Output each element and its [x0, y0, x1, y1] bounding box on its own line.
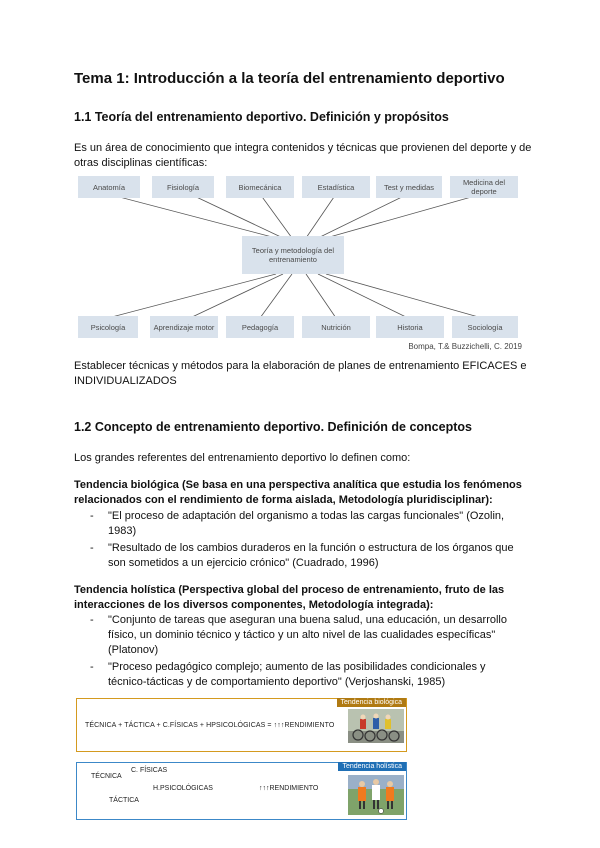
figure-tendencia-biologica [76, 698, 407, 752]
connector-line [108, 194, 276, 238]
list-item: - "Resultado de los cambios duraderos en la función o estructura de los órganos que son sometidos a un ejercicio crónico" (Cuadrado, 1996) [74, 541, 526, 571]
connector-line [326, 274, 482, 318]
box-psicologia: Psicología [78, 316, 138, 338]
label-rendimiento: ↑↑↑RENDIMIENTO [259, 785, 319, 792]
section-1-intro: Es un área de conocimiento que integra contenidos y técnicas que provienen del deporte y de otras disciplinas científicas: [74, 142, 532, 169]
section-1-heading: 1.1 Teoría del entrenamiento deportivo. Definición y propósitos [74, 110, 449, 124]
figure-tag: Tendencia holística [338, 762, 406, 771]
list-item: - "El proceso de adaptación del organismo a todas las cargas funcionales" (Ozolin, 1983) [74, 509, 526, 539]
connector-line [108, 274, 276, 318]
connector-line [190, 194, 283, 238]
box-fisiologia: Fisiología [152, 176, 214, 198]
box-biomecanica: Biomecánica [226, 176, 294, 198]
box-estadistica: Estadística [302, 176, 370, 198]
box-anatomia: Anatomía [78, 176, 140, 198]
tendencia-biologica-heading: Tendencia biológica (Se basa en una perspectiva analítica que estudia los fenómenos relacionados con el rendimiento de forma aislada, Metodología pluridisciplinar): [74, 479, 522, 506]
section-1-conclusion: Establecer técnicas y métodos para la elaboración de planes de entrenamiento EFICACES e INDIVIDUALIZADOS [74, 360, 527, 387]
disciplines-diagram [78, 172, 522, 356]
figure-tag: Tendencia biológica [337, 698, 407, 707]
biologica-list [74, 509, 526, 573]
box-teoria-metodologia: Teoría y metodología del entrenamiento [242, 236, 344, 274]
tendencia-holistica-heading: Tendencia holística (Perspectiva global del proceso de entrenamiento, fruto de las interacciones de los diversos componentes, Metodología integrada): [74, 584, 505, 611]
formula-text: TÉCNICA + TÁCTICA + C.FÍSICAS + HPSICOLÓGICAS = ↑↑↑RENDIMIENTO [85, 722, 335, 729]
label-tactica: TÁCTICA [109, 797, 139, 804]
box-nutricion: Nutrición [302, 316, 370, 338]
football-photo [348, 775, 404, 815]
list-item: - "Proceso pedagógico complejo; aumento de las posibilidades condicionales y técnico-tácticas y de comportamiento deportivo" (Verjoshanski, 1985) [74, 660, 526, 690]
label-tecnica: TÉCNICA [91, 773, 122, 780]
box-pedagogia: Pedagogía [226, 316, 294, 338]
section-2-heading: 1.2 Concepto de entrenamiento deportivo. Definición de conceptos [74, 420, 472, 434]
connector-line [190, 274, 283, 318]
page-title: Tema 1: Introducción a la teoría del entrenamiento deportivo [74, 70, 505, 87]
label-fisicas: C. FÍSICAS [131, 767, 168, 774]
box-aprendizaje-motor: Aprendizaje motor [150, 316, 218, 338]
connector-line [260, 194, 292, 238]
connector-line [326, 194, 482, 238]
section-2-intro: Los grandes referentes del entrenamiento deportivo lo definen como: [74, 452, 411, 464]
diagram-credit: Bompa, T.& Buzzichelli, C. 2019 [408, 342, 522, 351]
cyclists-photo [348, 709, 404, 743]
box-sociologia: Sociología [452, 316, 518, 338]
box-historia: Historia [376, 316, 444, 338]
holistica-list [74, 613, 526, 692]
box-test-medidas: Test y medidas [376, 176, 442, 198]
list-item: - "Conjunto de tareas que aseguran una buena salud, una educación, un desarrollo físico, un dominio técnico y táctico y un alto nivel de las cualidades específicas" (Platonov) [74, 613, 526, 658]
connector-line [260, 274, 292, 318]
label-psicologicas: H.PSICOLÓGICAS [153, 785, 213, 792]
box-medicina-deporte: Medicina del deporte [450, 176, 518, 198]
figure-tendencia-holistica [76, 762, 407, 820]
